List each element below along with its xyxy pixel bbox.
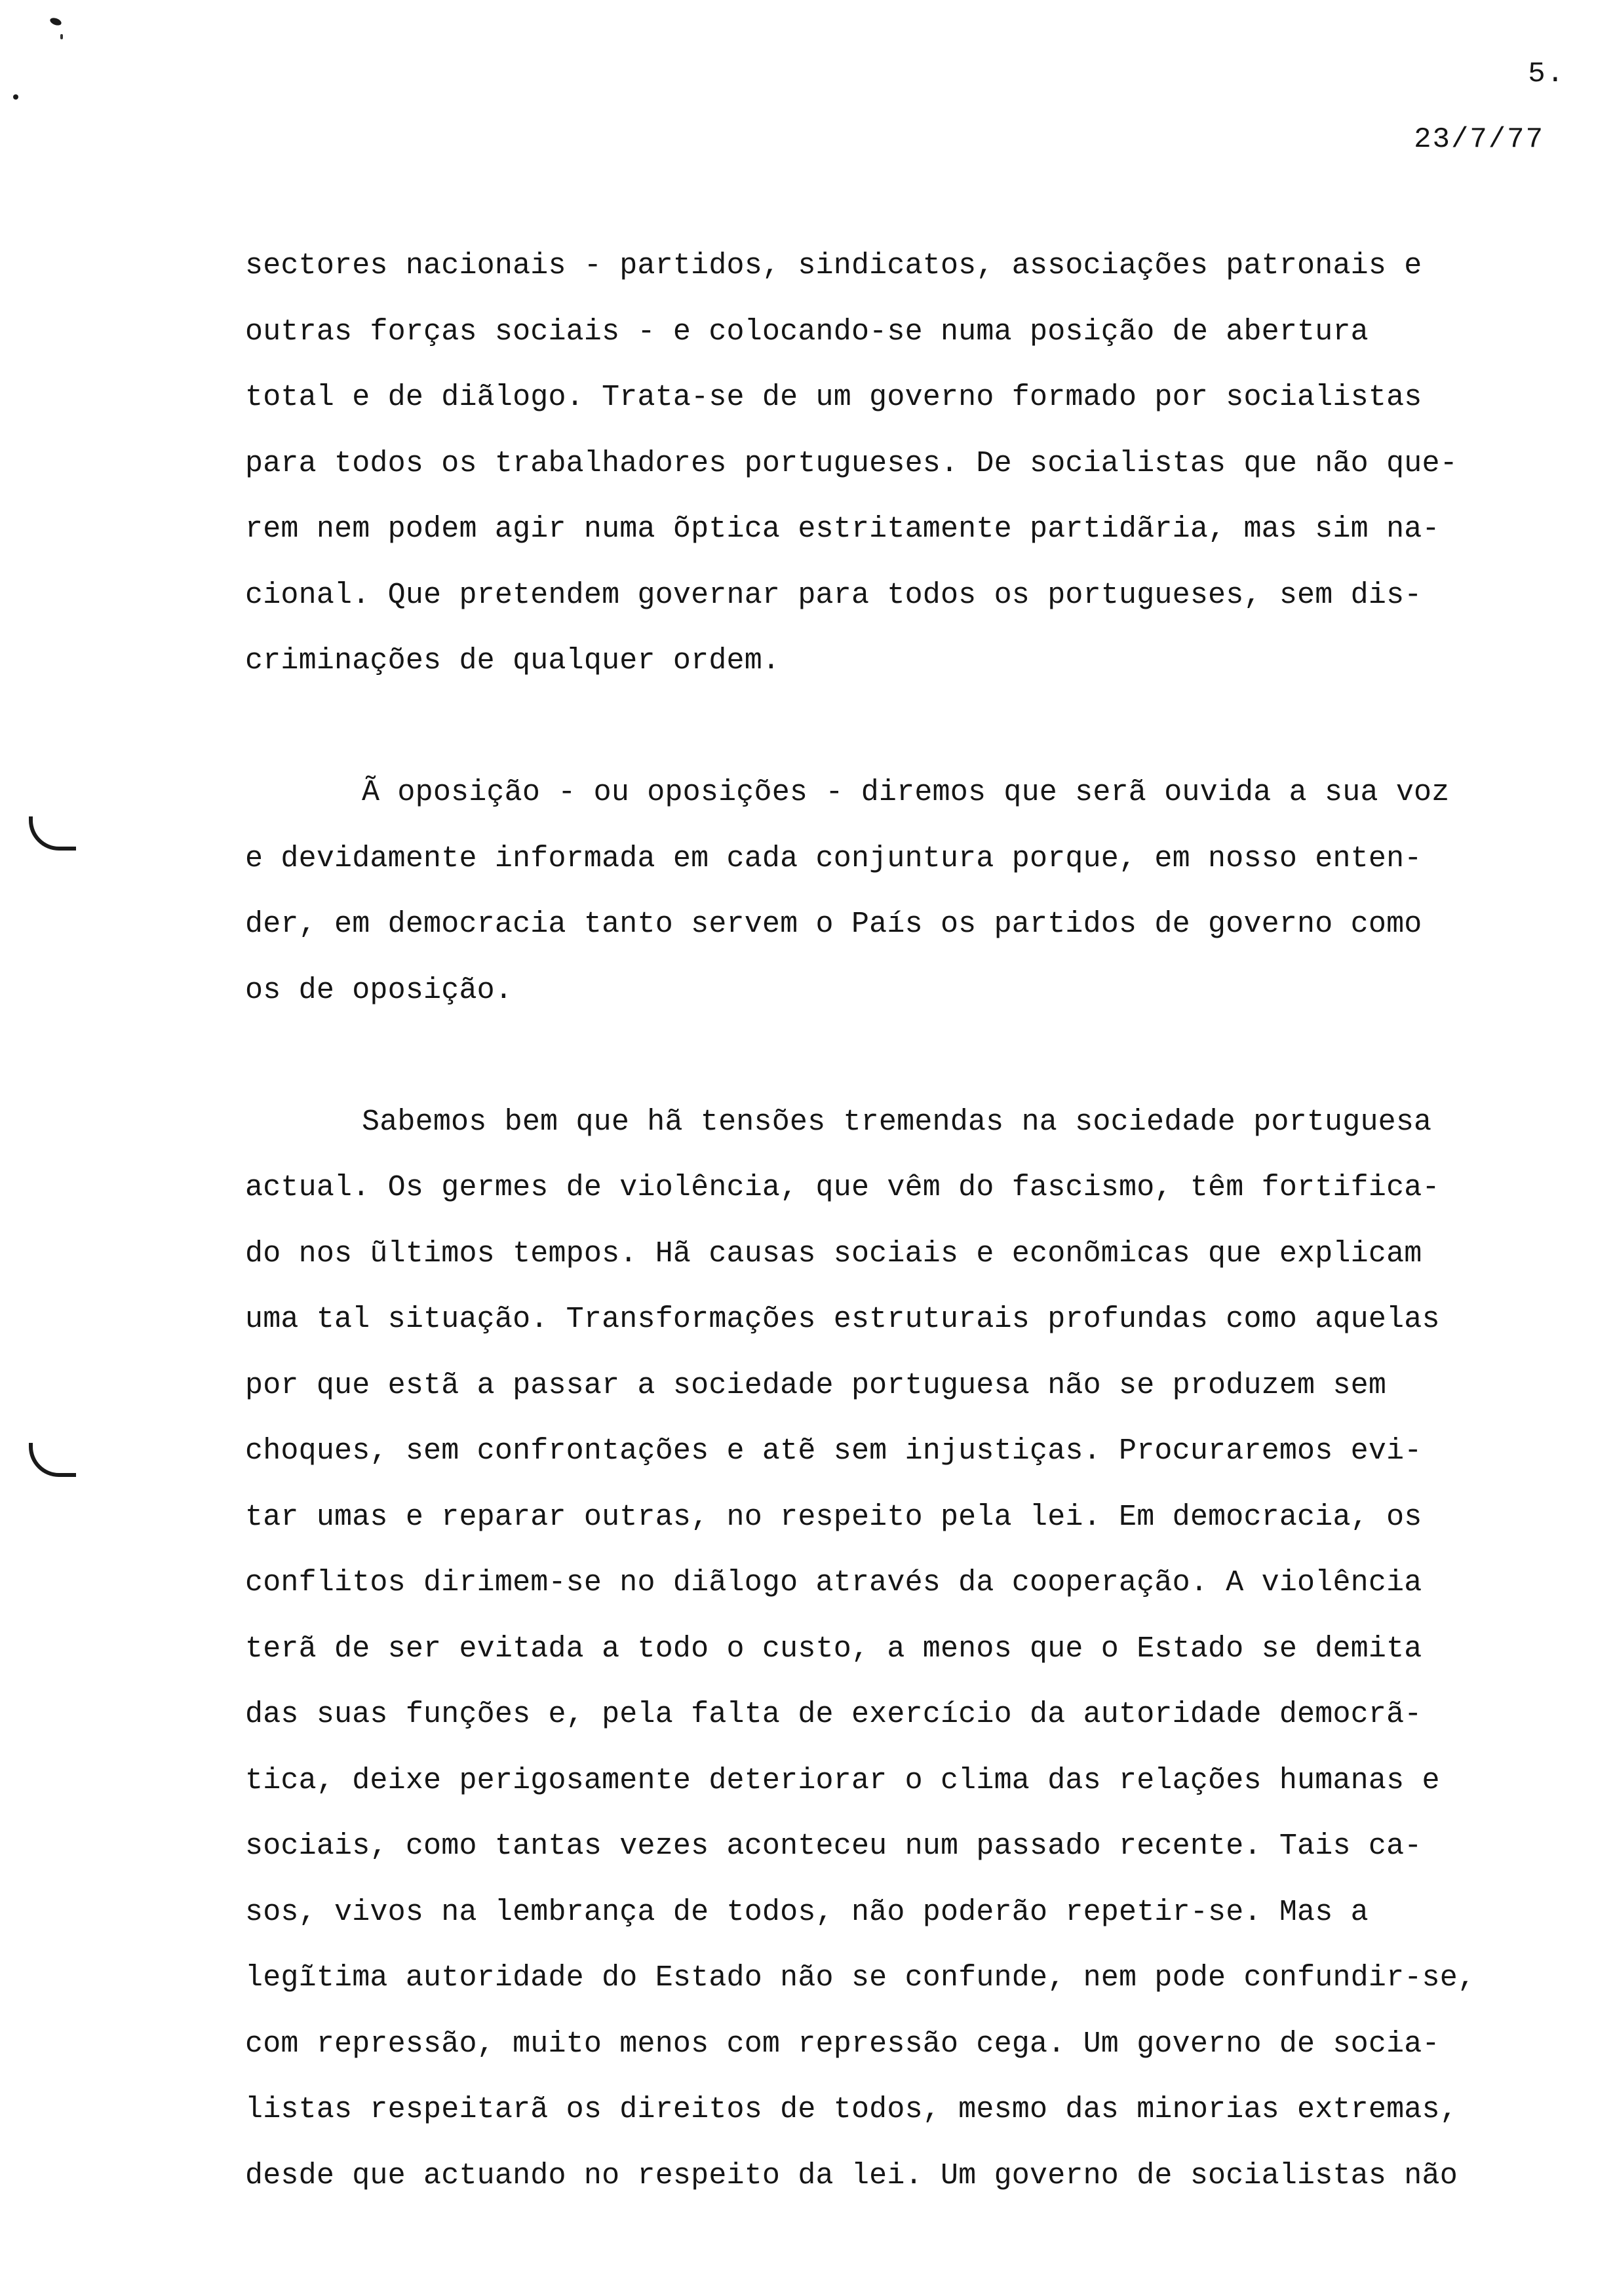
text-line: os de oposição. <box>245 973 513 1007</box>
text-line: rem nem podem agir numa õptica estritamente partidãria, mas sim na- <box>245 512 1440 546</box>
text-line: actual. Os germes de violência, que vêm do fascismo, têm fortifica- <box>245 1171 1440 1204</box>
text-line: sectores nacionais - partidos, sindicatos, associações patronais e <box>245 249 1422 282</box>
page-number: 5. <box>1528 58 1565 90</box>
text-line: der, em democracia tanto servem o País os partidos de governo como <box>245 908 1422 941</box>
text-line: listas respeitarã os direitos de todos, mesmo das minorias extremas, <box>245 2093 1458 2126</box>
binder-hole-mark <box>29 816 76 851</box>
text-line: das suas funções e, pela falta de exercício da autoridade democrã- <box>245 1698 1422 1731</box>
paragraph <box>245 1090 1582 2210</box>
text-line: sociais, como tantas vezes aconteceu num passado recente. Tais ca- <box>245 1829 1422 1863</box>
paragraph <box>245 760 1582 1024</box>
text-line: tica, deixe perigosamente deteriorar o clima das relações humanas e <box>245 1763 1440 1797</box>
text-line: legĩtima autoridade do Estado não se confunde, nem pode confundir-se, <box>245 1961 1476 1995</box>
binder-hole-mark <box>29 1443 76 1477</box>
text-line: sos, vivos na lembrança de todos, não poderão repetir-se. Mas a <box>245 1895 1369 1929</box>
text-line: terã de ser evitada a todo o custo, a menos que o Estado se demita <box>245 1632 1422 1666</box>
paragraph-gap <box>245 695 1582 761</box>
text-line: outras forças sociais - e colocando-se numa posição de abertura <box>245 315 1369 349</box>
text-line: com repressão, muito menos com repressão cega. Um governo de socia- <box>245 2027 1440 2061</box>
paragraph <box>245 233 1582 695</box>
text-line: uma tal situação. Transformações estruturais profundas como aquelas <box>245 1303 1440 1336</box>
text-line: do nos ũltimos tempos. Hã causas sociais e econõmicas que explicam <box>245 1236 1422 1271</box>
text-line: criminações de qualquer ordem. <box>245 644 781 678</box>
text-line: Sabemos bem que hã tensões tremendas na sociedade portuguesa <box>362 1105 1432 1139</box>
text-line: desde que actuando no respeito da lei. Um governo de socialistas não <box>245 2158 1458 2192</box>
text-line: conflitos dirimem-se no diãlogo através da cooperação. A violência <box>245 1566 1422 1599</box>
text-line: cional. Que pretendem governar para todos os portugueses, sem dis- <box>245 578 1422 612</box>
text-line: choques, sem confrontações e atẽ sem injustiças. Procuraremos evi- <box>245 1434 1422 1468</box>
text-line: Ã oposição - ou oposições - diremos que serã ouvida a sua voz <box>362 776 1450 809</box>
body-text <box>245 233 1582 2209</box>
text-line: para todos os trabalhadores portugueses. De socialistas que não que- <box>245 446 1458 480</box>
scan-speck-mark <box>49 16 62 27</box>
text-line: e devidamente informada em cada conjuntura porque, em nosso enten- <box>245 841 1422 875</box>
text-line: por que estã a passar a sociedade portuguesa não se produzem sem <box>245 1368 1387 1402</box>
text-line: total e de diãlogo. Trata-se de um governo formado por socialistas <box>245 381 1422 414</box>
text-line: tar umas e reparar outras, no respeito pela lei. Em democracia, os <box>245 1500 1422 1534</box>
scan-speck-mark <box>13 94 18 100</box>
scan-speck-mark <box>60 34 63 39</box>
paragraph-gap <box>245 1024 1582 1090</box>
document-date: 23/7/77 <box>1414 123 1544 156</box>
